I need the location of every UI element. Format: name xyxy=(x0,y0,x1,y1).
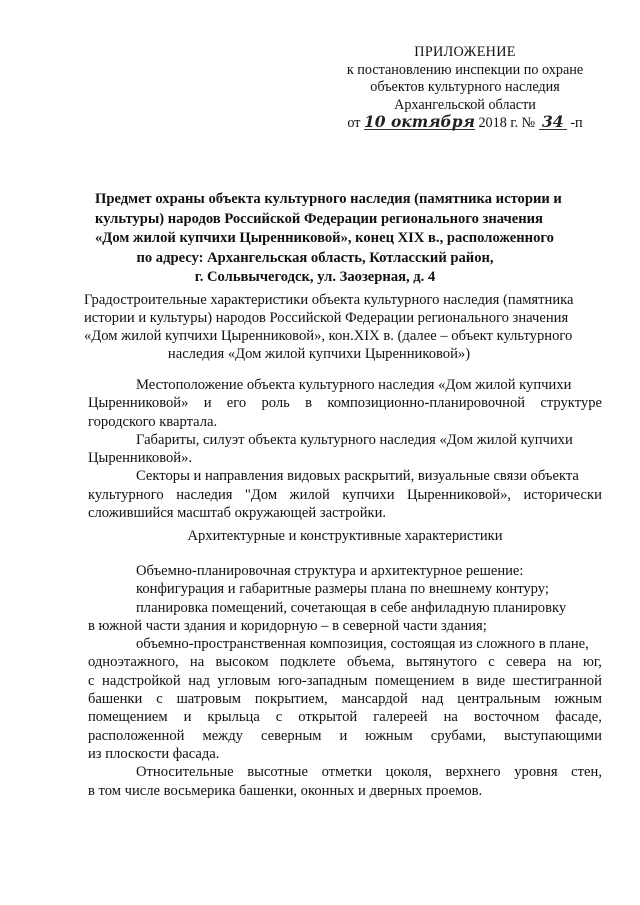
word: стен, xyxy=(571,764,602,781)
word: цоколя, xyxy=(385,764,432,781)
word: срубами, xyxy=(430,727,487,744)
word: высоком xyxy=(215,654,269,671)
word: объема, xyxy=(346,654,395,671)
word: помещением xyxy=(88,709,168,726)
word: открытой xyxy=(298,709,358,726)
word: подклете xyxy=(279,654,336,671)
word: отметки xyxy=(321,764,373,781)
approval-line-3: Архангельской области xyxy=(394,96,536,113)
word: с xyxy=(88,672,95,689)
number-suffix: -п xyxy=(570,115,583,131)
word: шатровым xyxy=(176,691,241,708)
word: в xyxy=(305,395,313,412)
word: на xyxy=(189,654,205,671)
handwritten-number: 34 xyxy=(539,114,567,130)
word: в xyxy=(462,672,469,689)
word: башенки xyxy=(88,691,143,708)
title-line: культуры) народов Российской Федерации регионального значения xyxy=(95,210,543,227)
handwritten-date: 10 октября xyxy=(364,112,475,131)
word: шестигранной xyxy=(512,672,602,689)
paragraph-line-justified xyxy=(88,653,602,671)
word: расположенной xyxy=(88,727,185,744)
paragraph-line-justified xyxy=(88,690,602,708)
word: покрытием, xyxy=(254,691,328,708)
paragraph-line: Объемно-планировочная структура и архитектурное решение: xyxy=(136,563,524,579)
appendix-title: ПРИЛОЖЕНИЕ xyxy=(414,44,516,60)
word: южным xyxy=(365,727,413,744)
word: надстройкой xyxy=(102,672,181,689)
subtitle-line: «Дом жилой купчихи Цыренниковой», кон.XIX в. (далее – объект культурного xyxy=(84,328,573,344)
word: выступающими xyxy=(504,727,602,744)
word: верхнего xyxy=(445,764,501,781)
word: с xyxy=(275,709,283,726)
word: виде xyxy=(476,672,506,689)
subtitle-line: истории и культуры) народов Российской Федерации регионального значения xyxy=(84,310,569,326)
word: над xyxy=(421,691,444,708)
urban-paragraphs xyxy=(88,376,602,522)
word: уровня xyxy=(514,764,558,781)
paragraph-line: планировка помещений, сочетающая в себе анфиладную планировку xyxy=(136,599,567,616)
approval-date-line xyxy=(330,114,600,133)
title-line: «Дом жилой купчихи Цыренниковой», конец XIX в., расположенного xyxy=(95,230,554,246)
paragraph-line: объемно-пространственная композиция, состоящая из сложного в плане, xyxy=(136,636,589,653)
word: между xyxy=(202,727,243,744)
word: мансардой xyxy=(341,691,408,708)
word: галереей xyxy=(373,709,428,726)
word: Цыренниковой», xyxy=(407,486,512,503)
approval-line-1: к постановлению инспекции по охране xyxy=(346,61,584,78)
architecture-heading: Архитектурные и конструктивные характеристики xyxy=(187,528,503,544)
word: южным xyxy=(554,691,602,708)
paragraph-line: в южной части здания и коридорную – в северной части здания; xyxy=(88,617,487,634)
date-prefix: от xyxy=(347,115,361,131)
word: высотные xyxy=(247,764,308,781)
paragraph-line: сложившийся масштаб окружающей застройки. xyxy=(88,505,387,522)
paragraph-line-justified xyxy=(88,486,602,504)
word: юг, xyxy=(583,654,602,671)
word: и xyxy=(339,727,348,744)
word: юго-западным xyxy=(278,672,368,689)
word: наследия xyxy=(176,486,233,503)
urban-characteristics-heading xyxy=(84,291,574,363)
word: крыльца xyxy=(207,709,260,726)
paragraph-line-justified xyxy=(88,672,602,690)
word: с xyxy=(488,654,495,671)
paragraph-line-justified xyxy=(88,708,602,726)
word: роль xyxy=(261,395,290,412)
paragraph-line-justified xyxy=(88,763,602,781)
word: его xyxy=(226,395,247,412)
word: на xyxy=(557,654,572,671)
title-line: Предмет охраны объекта культурного наследия (памятника истории и xyxy=(95,191,562,207)
word: помещением xyxy=(374,672,455,689)
approval-line-2: объектов культурного наследия xyxy=(370,79,560,95)
architecture-paragraphs xyxy=(88,562,602,800)
word: фасаде, xyxy=(555,709,602,726)
word: и xyxy=(203,395,212,412)
word: угловым xyxy=(217,672,271,689)
paragraph-line: Цыренниковой». xyxy=(88,450,193,467)
document-title xyxy=(95,190,562,288)
word: севера xyxy=(505,654,547,671)
paragraph-line: конфигурация и габаритные размеры плана по внешнему контуру; xyxy=(136,581,549,598)
word: жилой xyxy=(289,486,330,503)
word: над xyxy=(188,672,210,689)
word: на xyxy=(443,709,458,726)
word: одноэтажного, xyxy=(88,654,179,671)
word: центральным xyxy=(457,691,541,708)
paragraph-line: городского квартала. xyxy=(88,413,218,430)
word: вытянутого xyxy=(405,654,477,671)
word: восточном xyxy=(473,709,540,726)
approval-block xyxy=(330,44,600,133)
paragraph-line-justified xyxy=(88,727,602,745)
title-line: по адресу: Архангельская область, Котласский район, xyxy=(136,249,494,266)
word: композиционно-планировочной xyxy=(327,395,526,412)
paragraph-line: в том числе восьмерика башенки, оконных и дверных проемов. xyxy=(88,782,483,799)
word: купчихи xyxy=(342,486,395,503)
year-text: 2018 г. № xyxy=(478,115,536,131)
paragraph-line: Габариты, силуэт объекта культурного наследия «Дом жилой купчихи xyxy=(136,431,573,448)
word: с xyxy=(156,691,163,708)
paragraph-line: Местоположение объекта культурного наследия «Дом жилой купчихи xyxy=(136,377,572,393)
word: северным xyxy=(260,727,322,744)
word: исторически xyxy=(523,486,602,503)
title-line: г. Сольвычегодск, ул. Заозерная, д. 4 xyxy=(194,269,436,285)
word: и xyxy=(183,709,192,726)
subtitle-line: наследия «Дом жилой купчихи Цыренниковой») xyxy=(167,346,471,362)
paragraph-line: Секторы и направления видовых раскрытий, визуальные связи объекта xyxy=(136,468,579,485)
subtitle-line: Градостроительные характеристики объекта культурного наследия (памятника xyxy=(84,292,574,308)
paragraph-line-justified xyxy=(88,394,602,412)
word: Цыренниковой» xyxy=(88,395,189,412)
word: структуре xyxy=(540,395,602,412)
word: "Дом xyxy=(244,486,278,503)
paragraph-line: из плоскости фасада. xyxy=(88,745,220,762)
word: Относительные xyxy=(136,764,234,781)
word: культурного xyxy=(88,486,164,503)
